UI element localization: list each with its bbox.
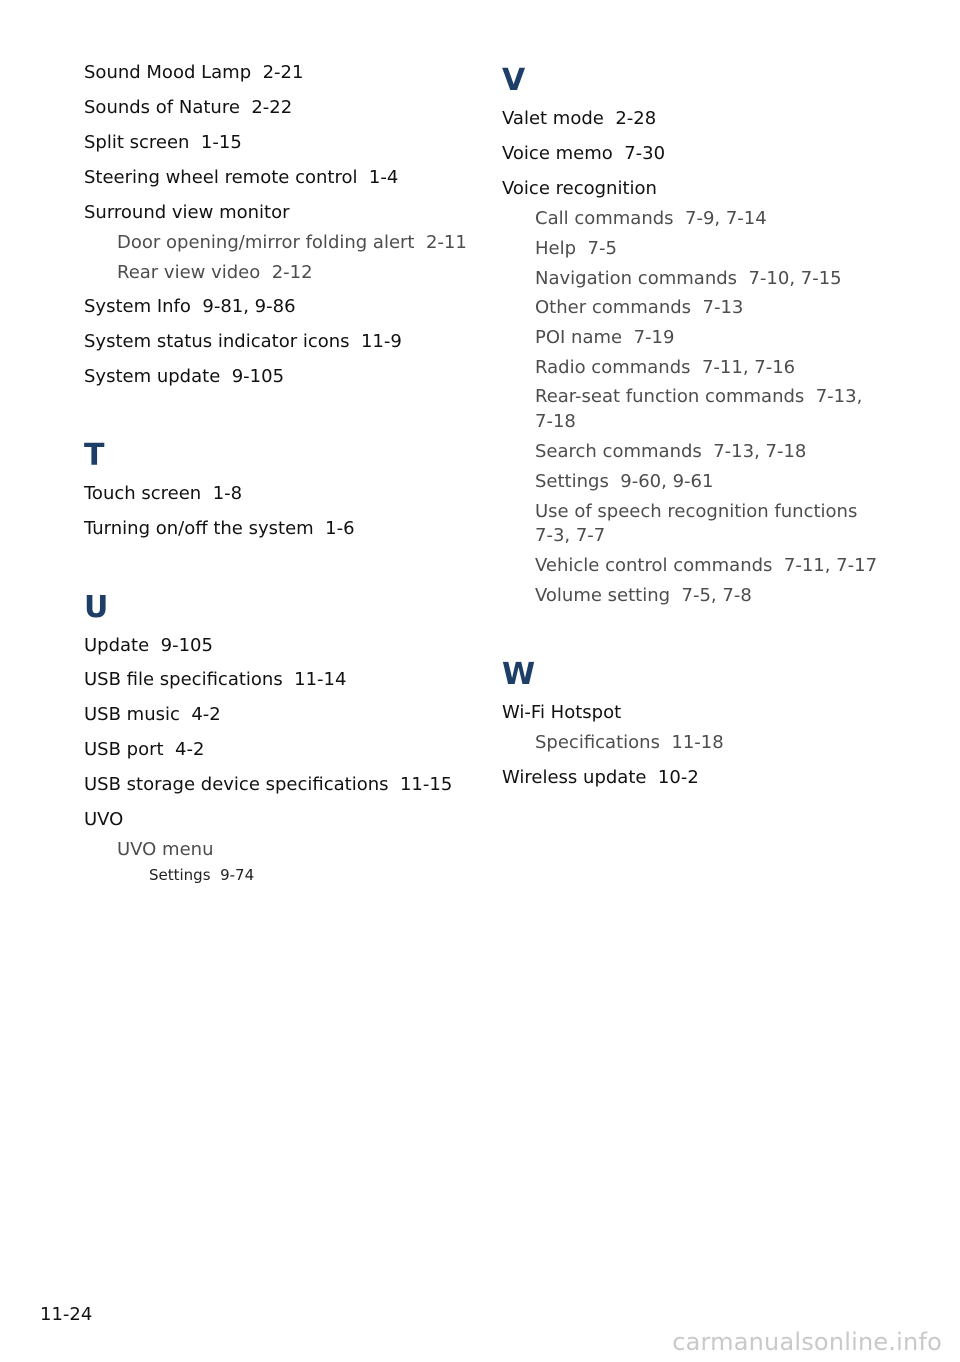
index-entry: Split screen 1-15 [84,132,242,153]
index-subentry: Help 7-5 [535,238,617,259]
index-entry: Wireless update 10-2 [502,767,699,788]
index-entry: System update 9-105 [84,366,285,387]
index-entry: USB music 4-2 [84,704,221,725]
index-entry: Touch screen 1-8 [84,483,243,504]
index-subentry: UVO menu [117,839,214,860]
index-subentry: Call commands 7-9, 7-14 [535,208,767,229]
index-entry: System status indicator icons 11-9 [84,331,402,352]
watermark: carmanualsonline.info [672,1328,942,1356]
index-entry: Voice memo 7-30 [502,143,666,164]
index-subsubentry: Settings 9-74 [149,866,255,884]
index-subentry: Volume setting 7-5, 7-8 [535,585,752,606]
index-entry: Update 9-105 [84,635,213,656]
index-entry: UVO [84,809,124,830]
index-subentry: Settings 9-60, 9-61 [535,471,714,492]
index-entry: Surround view monitor [84,202,290,223]
index-subentry: Rear-seat function commands 7-13, [535,386,863,407]
section-letter-w: W [502,657,536,692]
index-subentry: POI name 7-19 [535,327,675,348]
section-letter-v: V [502,63,526,98]
index-subentry: Other commands 7-13 [535,297,744,318]
index-subentry: Search commands 7-13, 7-18 [535,441,807,462]
index-entry: Steering wheel remote control 1-4 [84,167,399,188]
index-subentry: Vehicle control commands 7-11, 7-17 [535,555,878,576]
index-entry: Wi-Fi Hotspot [502,702,622,723]
index-subentry: Specifications 11-18 [535,732,724,753]
section-letter-t: T [84,438,105,473]
section-letter-u: U [84,590,109,625]
index-entry: USB storage device specifications 11-15 [84,774,453,795]
index-subentry: Use of speech recognition functions [535,501,858,522]
index-subentry: Door opening/mirror folding alert 2-11 [117,232,467,253]
index-entry: USB file specifications 11-14 [84,669,347,690]
page-number: 11-24 [40,1304,93,1325]
index-entry: System Info 9-81, 9-86 [84,296,296,317]
index-subentry-continuation: 7-3, 7-7 [535,525,606,546]
index-subentry-continuation: 7-18 [535,411,576,432]
index-entry: Valet mode 2-28 [502,108,657,129]
index-entry: Sound Mood Lamp 2-21 [84,62,304,83]
index-subentry: Radio commands 7-11, 7-16 [535,357,796,378]
index-subentry: Navigation commands 7-10, 7-15 [535,268,842,289]
index-entry: USB port 4-2 [84,739,205,760]
index-subentry: Rear view video 2-12 [117,262,313,283]
index-entry: Sounds of Nature 2-22 [84,97,293,118]
index-entry: Voice recognition [502,178,657,199]
index-entry: Turning on/off the system 1-6 [84,518,355,539]
